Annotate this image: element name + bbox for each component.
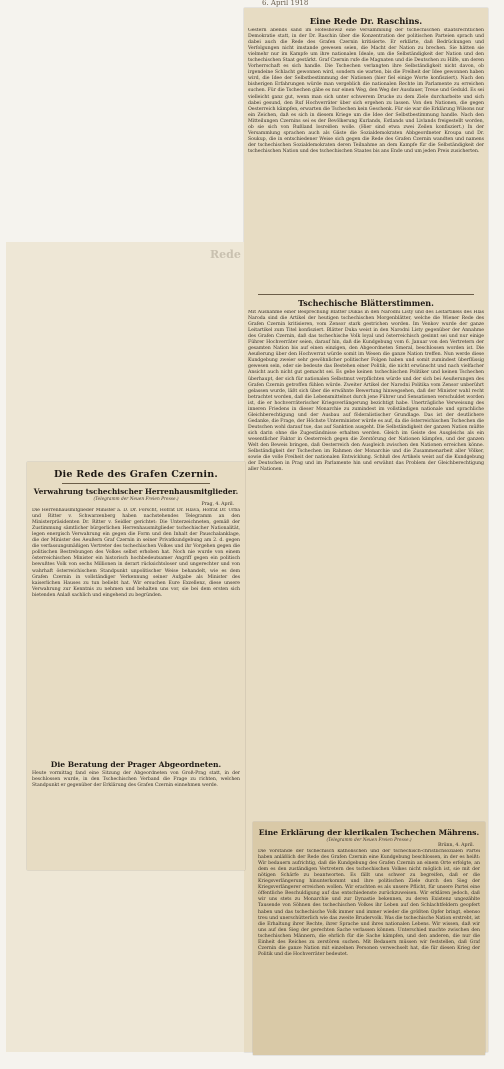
divider bbox=[62, 483, 210, 484]
article-title-blaetterstimmen: Tschechische Blätterstimmen. bbox=[298, 298, 434, 308]
article-title-beratung: Die Beratung der Prager Abgeordneten. bbox=[50, 760, 222, 770]
telegram-note: (Telegramm der Neuen Freien Presse.) bbox=[93, 497, 179, 502]
article-body-beratung: Heute vormittag fand eine Sitzung der Abgeordneten von Groß-Prag statt, in der beschlossen wurde, in den Tschechischen Verband die Frage zu richten, welchen Standpunkt er gegenüber der Erklärung des Grafen Czernin einnehmen werde. bbox=[32, 771, 240, 789]
telegram-note-bruenn: (Telegramm der Neuen Freien Presse.) bbox=[326, 838, 412, 843]
dateline-prag: Prag, 4. April. bbox=[201, 502, 234, 507]
top-date: 6. April 1918 bbox=[262, 0, 309, 7]
article-title-klerikale: Eine Erklärung der klerikalen Tschechen Mährens. bbox=[258, 828, 480, 837]
article-title-raschin: Eine Rede Dr. Raschins. bbox=[309, 16, 423, 26]
article-body-raschin: Gestern abends sand im Hofeshowiz eine Versammlung der tschechischen staatsrechtlichen Demokratie statt, in der Dr. Raschin über die Konzentration der politischen Parteien sprach und dabei auch die Rede des Grafen Czernin kritisierte. Er erklärte, daß Bedrückungen und Verfolgungen nicht imstande gewesen seien, die Macht der Nation zu brechen. Sie hätten sie vielmehr nur im Kampfe um ihre nationalen Ideale, um die Selbständigkeit der Nation und den tschechischen Staat gestärkt. Graf Czernin rufe die Magnaten und die Deutschen zu Hilfe, um deren Vorherrschaft es sich handle. Die Tschechen verlangten ihre Selbständigkeit nicht davon, ob irgendeine Schlacht gewonnen wird, sondern sie warten, bis die Freiheit der Idee gewonnen haben wird, die Idee der Selbstbestimmung der Nationen (hier fiel einige Worte konfisziert). Nach den bisherigen Erfahrungen würde man vergeblich die nationalen Rechte im Parlamente zu erreichen suchen. Für die Tschechen gäbe es nur einen Weg, den Weg der Ausdauer, Treue und Geduld. Es sei vielleicht ganz gut, wenn man sich unter schwerem Drucke zu dem Ziele durcharbeite und sich dabei gesund, den Ruf Hochverräter über sich ergehen zu lassen. Von den Nationen, die gegen Oesterreich kämpfen, erwarten die Tschechen kein Geschenk. Für sie war die Erklärung Wilsons nur ein Zeichen, daß es sich in diesem Kriege um die Idee der Selbstbestimmung handle. Nach den Mitteilungen Czernins sei es der Bevölkerung Kurlands, Estlands und Livlands freigestellt worden, ob sie sich von Rußland losreißen wolle. (Hier sind etwa zwei Zeilen konfisziert.) In der Versammlung sprachen auch als Gäste die Sozialdemokraten Abbgeordneter Kroupa und Dr. Soukup, die in entschiedener Weise sich gegen die Rede des Grafen Czernin wandten und namens der tschechischen Sozialdemokraten deren Teilnahme an dem Kampfe für die Selbständigkeit der tschechischen Nation und des tschechischen Staates bis ans Ende und um jeden Preis zusicherten. bbox=[248, 28, 484, 154]
left-column-content bbox=[32, 465, 240, 867]
article-body-blaetterstimmen: Mit Ausnahme einer Besprechung Blatter Dukas in den Narodni Listy und des Leitartikels des Hlas Naroda sind die Artikel der heutigen tschechischen Morgenblätter, welche die Wiener Rede des Grafen Czernin kritisieren, vom Zensor stark gestrichen worden. Im Venkov wurde der ganze Leitartikel zum Titel konfisziert. Blätter Duka weist in den Narodni Listy gegenüber der Annahme des Grafen Czernin, daß das tschechische Volk loyal und österreichisch gesinnt sei und nur einige Führer Hochverräter seien, darauf hin, daß die Kundgebung vom 6. Januar von den Vertretern der gesamten Nation bis auf einen einzigen, den Abgeordneten Smeral, beschlossen worden ist. Die Aeußerung über den Hochverrat würde somit im Wesen die ganze Nation treffen. Nun werde diese Kundgebung zweier sehr gewöhnlicher politischer Folgen haben und somit zumindest überflüssig gewesen sein, oder sie bedeute das Bestehen einer Politik, die nicht erwünscht und nach vielfacher Ansicht auch nicht gut gemacht sei. Es gebe keinen tschechischen Politiker und keinen Tschechen überhaupt, der sich für nationalen Selbstmut verpflichten würde und der sich bei Aeußerungen des Grafen Czernin getroffen fühlen würde. Zweiter Artikel der Narodni Politika vom Zensor unberührt gelassen wurde, läßt sich über die erwähnte Bewertung hinwegsehen, daß der Minister wahl recht betrachtet worden, daß die Lebensmittelnot durch jene Führer und Sensationen verschuldet worden ist, die er hochverräterischer Kriegsverlängerung bezichtigt habe. Unerträgliche Verweisung des inneren Friedens in dieser Monarchie zu zumindest im vollständigen nationale und sprachliche Gleichberechtigung und der Ausbau auf föderalistischer Grundlage. Das ist der deutlichere Gedanke, die Frage, der Höchste Unterminister würde es auf, da die österreichischen Tschechen die Deutschen wohl darauf tue, das auf Sanktion ausgeht. Die Selbständigkeit der ganzen Nation müßte sich darin ohne die Zugeständnisse erhalten werden. Gleich im Geiste des Ausgleichs als ein wesentlicher Faktor in Oesterreich gegen die Zerstörung der Nationen kämpfen, und der ganzen Welt den Beweis bringen, daß Oesterreich den Ausgleich zwischen den Nationen erreichen könne. Selbständigkeit der Tschechen im Rahmen der Monarchie und die Zusammenarbeit aller Völker, sowie die volle Freiheit der nationalen Entwicklung. Schluß des Artikels weist auf die Kundgebung der Deutschen in Prag und im Parlamente hin und erwähnt das Problem der Gleichberechtigung aller Nationen. bbox=[248, 310, 484, 473]
article-body-klerikale: Die Vorstände der tschechisch katholischen und der tschechisch-christlichsozialen Partei haben anläßlich der Rede des Grafen Czernin eine Kundgebung beschlossen, in der es heißt: Wir bedauern aufrichtig, daß die Kundgebung des Grafen Czernin an einem Orte erfolgte, an dem es den zuständigen Vertretern des tschechischen Volkes nicht möglich ist, sie mit der nötigen Schärfe zu beantworten. Es fällt uns schwer zu begreifen, daß er die Kriegsverlängerung hinunterkommt und ihre politischen Ziele durch den Sieg der Kriegsverlängerer erreichen wollen. Wir erachten es als unsere Pflicht, für unsere Partei eine öffentliche Beschuldigung auf das entschiedenste zurückzuweisen. Wir erklären jedoch, daß wir uns stets zu Monarchie und zur Dynastie bekennen, zu deren Existenz ungezählte Tausende von Söhnen des tschechischen Volkes ihr Leben auf den Schlachtfeldern geopfert haben und das tschechische Volk immer und immer wieder die größten Opfer bringt, ebenso treu und unerschütterlich wie das zweite Brudervolk. Was die tschechische Nation erstrebt, ist die Erhaltung ihrer Rechte, ihrer Sprache und ihres nationalen Lebens. Wir wissen, daß wir uns auf den Sieg der gerechten Sache verlassen können. Unterschied machte zwischen den tschechischen Männern, die ehrlich für die Sache kämpfen, und den anderen, die nur die Einheit des Reiches zu zerstören suchen. Mit Bedauern müssen wir feststellen, daß Graf Czernin die ganze Nation mit einzelnen Personen verwechselt hat, die für diesen Krieg der Politik und die Hochverräter bedeutet. bbox=[258, 849, 480, 957]
article-title-czernin: Die Rede des Grafen Czernin. bbox=[54, 469, 218, 480]
bottom-right-content bbox=[258, 826, 480, 1052]
left-column-clipping bbox=[27, 462, 245, 870]
bottom-right-clipping bbox=[253, 822, 485, 1055]
ghost-heading: Rede bbox=[210, 248, 241, 261]
divider bbox=[258, 294, 474, 295]
dateline-bruenn: Brünn, 4. April. bbox=[438, 843, 474, 848]
article-body-verwahrung: Die Herrenhausmitglieder Minister a. D. Dr. Forscht, Hofrat Dr. Hlava, Hofrat Dr. Urba und Ritter v. Schwarzenberg haben nachstehendes Telegramm an den Ministerpräsidenten Dr. Ritter v. Seidler gerichtet: Die Unterzeichneten, gemäß der Zustimmung sämtlicher bürgerlichen Herrenhausmitglieder tschechischer Nationalität, legen energisch Verwahrung ein gegen die Form und den Inhalt der Pauschalanklage, die der Minister des Aeußern Graf Czernin in seiner Privatkundgebung am 2. d. gegen die verfassungsmäßigen Vertreter des tschechischen Volkes und ihr Vorgehen gegen die politischen Bestrebungen des Volkes selbst erhoben hat. Noch nie wurde von einem österreichischen Minister ein historisch hochbedeutsamer Angriff gegen ein politisch bewußtes Volk von sechs Millionen in derart rücksichtsloser und ungerechter und von wahrhaft österreichischem Standpunkt unpolitischer Weise behandelt, wie es dem Grafen Czernin in vollständiger Verkennung seiner Aufgabe als Minister des kaiserlichen Hauses zu tun beliebt hat. Wir ersuchen Eure Exzellenz, diese unsere Verwahrung zur Kenntnis zu nehmen und behalten uns vor, sie bei dem ersten sich bietenden Anlaß sachlich und eingehend zu begründen. bbox=[32, 508, 240, 598]
article-subtitle-verwahrung: Verwahrung tschechischer Herrenhausmitglieder. bbox=[33, 487, 239, 496]
